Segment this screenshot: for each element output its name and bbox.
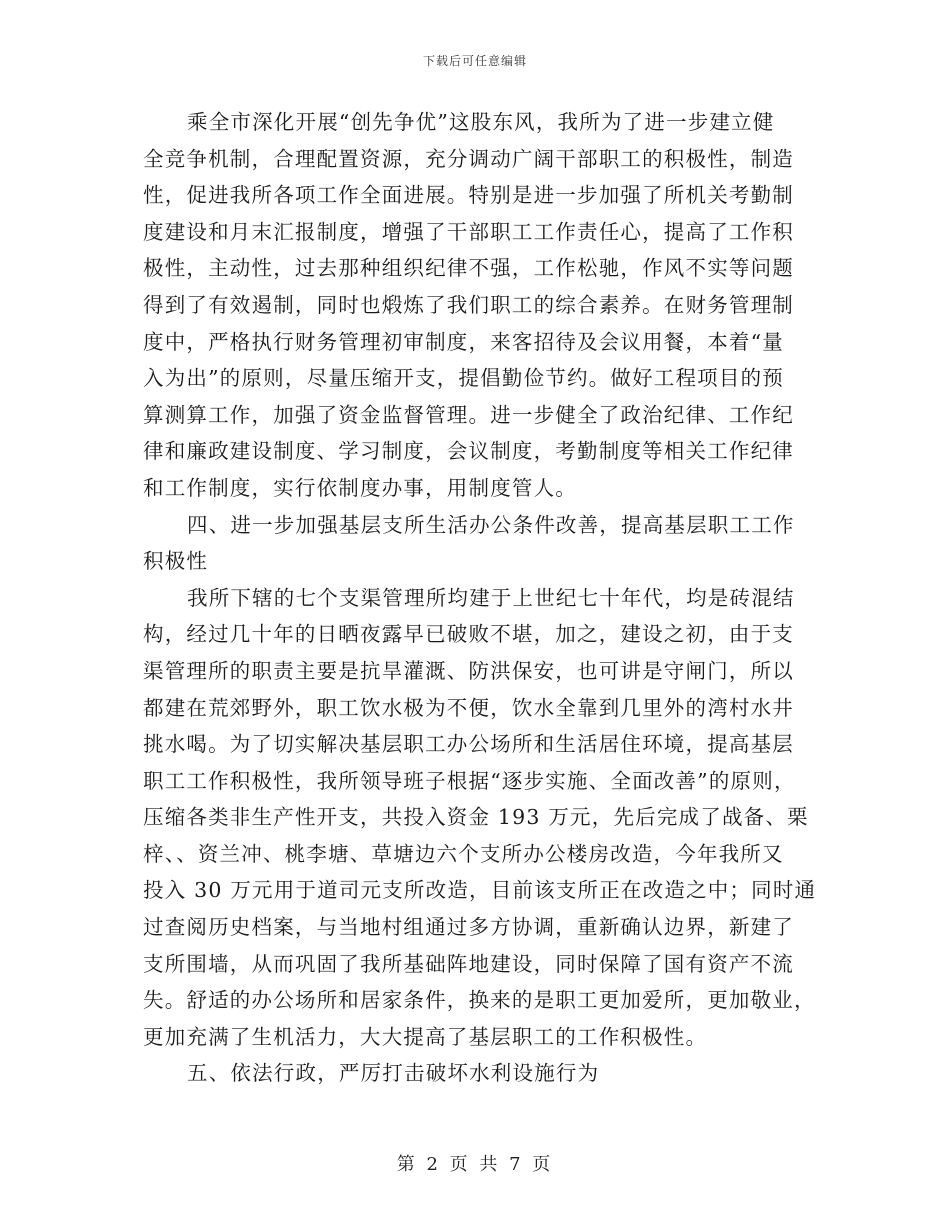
text-line: 更加充满了生机活力，大大提高了基层职工的工作积极性。	[143, 1024, 708, 1049]
text-line: 和工作制度，实行依制度办事，用制度管人。	[143, 475, 577, 500]
page-footer: 第 2 页 共 7 页	[396, 1154, 554, 1175]
text-line: 律和廉政建设制度、学习制度，会议制度，考勤制度等相关工作纪律	[143, 439, 794, 464]
text-line: 渠管理所的职责主要是抗旱灌溉、防洪保安，也可讲是守闸门，所以	[143, 658, 794, 683]
text-line: 入为出”的原则，尽量压缩开支，提倡勤俭节约。做好工程项目的预	[143, 366, 784, 391]
text-line: 支所围墙，从而巩固了我所基础阵地建设，同时保障了国有资产不流	[143, 951, 794, 976]
page-header: 下载后可任意编辑	[422, 54, 527, 68]
text-line: 构，经过几十年的日晒夜露早已破败不堪，加之，建设之初，由于支	[143, 622, 794, 647]
text-line: 梓、、资兰冲、桃李塘、草塘边六个支所办公楼房改造，今年我所又	[143, 841, 784, 866]
text-line: 乘全市深化开展“创先争优”这股东风，我所为了进一步建立健	[187, 110, 775, 134]
text-line: 我所下辖的七个支渠管理所均建于上世纪七十年代，均是砖混结	[187, 585, 795, 610]
text-line: 算测算工作，加强了资金监督管理。进一步健全了政治纪律、工作纪	[143, 402, 794, 427]
text-line: 失。舒适的办公场所和居家条件，换来的是职工更加爱所，更加敬业，	[143, 988, 816, 1013]
text-line: 都建在荒郊野外，职工饮水极为不便，饮水全靠到几里外的湾村水井	[143, 695, 794, 720]
text-line: 极性，主动性，过去那种组织纪律不强，工作松驰，作风不实等问题	[143, 256, 794, 281]
text-line: 度建设和月末汇报制度，增强了干部职工工作责任心，提高了工作积	[143, 219, 794, 244]
text-line: 五、依法行政，严厉打击破坏水利设施行为	[187, 1061, 600, 1086]
text-line: 职工工作积极性，我所领导班子根据“逐步实施、全面改善”的原则，	[143, 768, 796, 793]
text-line: 投入 30 万元用于道司元支所改造，目前该支所正在改造之中；同时通	[143, 878, 817, 903]
text-line: 度中，严格执行财务管理初审制度，来客招待及会议用餐，本着“量	[143, 329, 784, 354]
text-line: 挑水喝。为了切实解决基层职工办公场所和生活居住环境，提高基层	[143, 732, 794, 757]
text-line: 过查阅历史档案，与当地村组通过多方协调，重新确认边界，新建了	[143, 915, 794, 940]
text-line: 全竞争机制，合理配置资源，充分调动广阔干部职工的积极性，制造	[143, 146, 794, 171]
text-line: 得到了有效遏制，同时也煅炼了我们职工的综合素养。在财务管理制	[143, 292, 794, 317]
text-line: 四、进一步加强基层支所生活办公条件改善，提高基层职工工作	[187, 512, 795, 537]
text-line: 性，促进我所各项工作全面进展。特别是进一步加强了所机关考勤制	[143, 183, 794, 208]
text-line: 积极性	[143, 549, 209, 574]
document-body	[143, 104, 817, 1092]
text-line: 压缩各类非生产性开支，共投入资金 193 万元，先后完成了战备、栗	[143, 805, 809, 830]
